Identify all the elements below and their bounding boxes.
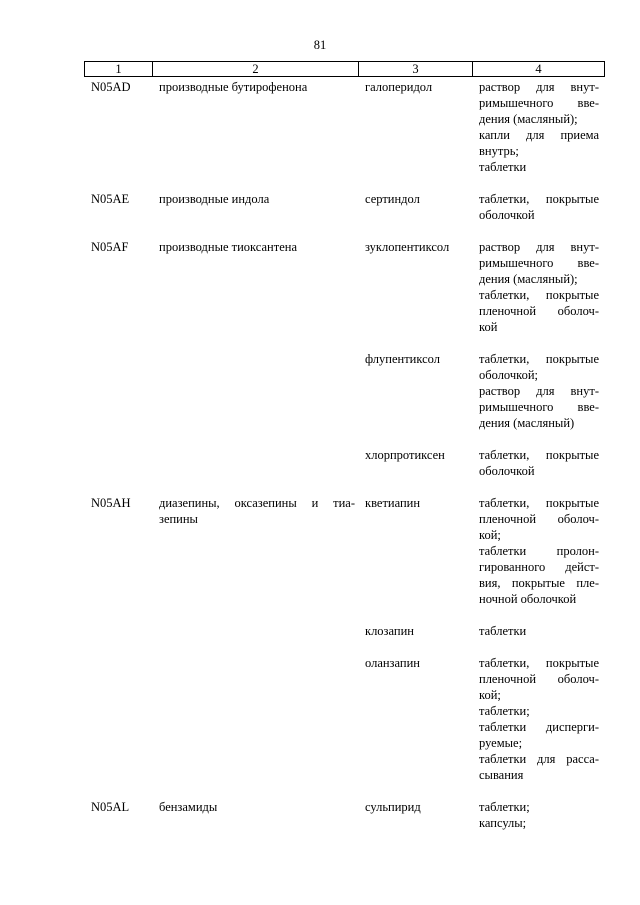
drug-name: кветиапин [365,496,421,510]
dosage-forms [476,495,605,607]
dosage-form-line: раствор для внут- [479,240,599,254]
dosage-form-line: оболочкой [479,464,535,478]
dosage-form-line: раствор для внут- [479,80,599,94]
dosage-form-line: таблетки; [479,800,530,814]
dosage-form-line: таблетки пролон- [479,544,599,558]
substance-group [157,79,363,175]
drug-name: сульпирид [365,800,421,814]
substance-group-line: бензамиды [159,800,218,814]
drug-name: флупентиксол [365,352,440,366]
substance-group [157,447,363,479]
atc-code [84,655,157,783]
dosage-form-line: оболочкой; [479,368,538,382]
atc-code [84,351,157,431]
drug-name: оланзапин [365,656,420,670]
dosage-form-line: таблетки, покрытые [479,192,599,206]
dosage-form-line: римышечного вве- [479,96,599,110]
table-row [84,239,605,335]
dosage-form-line: таблетки, покрытые [479,496,599,510]
dosage-form-line: таблетки; [479,704,530,718]
dosage-forms [476,79,605,175]
dosage-form-line: внутрь; [479,144,519,158]
table-row [84,351,605,431]
atc-code: N05AD [91,80,131,94]
header-col-1: 1 [115,62,122,76]
substance-group-line: зепины [159,512,198,526]
atc-code [84,623,157,639]
substance-group-line: производные индола [159,192,270,206]
dosage-form-line: дения (масляный); [479,272,578,286]
header-col-2: 2 [152,62,358,76]
drug-name: галоперидол [365,80,433,94]
dosage-form-line: оболочкой [479,208,535,222]
table-row [84,495,605,607]
substance-group [157,623,363,639]
drug-name: сертиндол [365,192,420,206]
table-row [84,191,605,223]
dosage-form-line: руемые; [479,736,523,750]
dosage-form-line: таблетки, покрытые [479,352,599,366]
substance-group [157,799,363,831]
drug-name: хлорпротиксен [365,448,445,462]
dosage-forms [476,799,605,831]
dosage-forms [476,239,605,335]
dosage-form-line: раствор для внут- [479,384,599,398]
table-row [84,655,605,783]
dosage-form-line: пленочной оболоч- [479,672,599,686]
drug-name: зуклопентиксол [365,240,450,254]
dosage-form-line: дения (масляный) [479,416,575,430]
dosage-form-line: таблетки, покрытые [479,288,599,302]
atc-code: N05AL [91,800,130,814]
dosage-form-line: таблетки [479,160,527,174]
substance-group-line: диазепины, оксазепины и тиа- [159,496,355,510]
substance-group-line: производные бутирофенона [159,80,308,94]
dosage-form-line: кой [479,320,498,334]
dosage-form-line: сывания [479,768,524,782]
substance-group-line: производные тиоксантена [159,240,297,254]
dosage-forms [476,623,605,639]
dosage-form-line: таблетки, покрытые [479,448,599,462]
page-number: 81 [313,38,327,52]
table-header [84,61,605,77]
dosage-form-line: пленочной оболоч- [479,304,599,318]
dosage-form-line: кой; [479,688,501,702]
dosage-form-line: таблетки для расса- [479,752,599,766]
substance-group [157,495,363,607]
atc-code: N05AE [91,192,130,206]
dosage-form-line: римышечного вве- [479,256,599,270]
table-row [84,623,605,639]
drug-name: клозапин [365,624,414,638]
substance-group [157,239,363,335]
dosage-form-line: гированного дейст- [479,560,599,574]
dosage-forms [476,351,605,431]
dosage-form-line: таблетки [479,624,527,638]
dosage-form-line: кой; [479,528,501,542]
substance-group [157,655,363,783]
dosage-form-line: ночной оболочкой [479,592,577,606]
dosage-form-line: таблетки дисперги- [479,720,599,734]
dosage-forms [476,447,605,479]
substance-group [157,351,363,431]
table-row [84,799,605,831]
table-row [84,79,605,175]
dosage-forms [476,191,605,223]
dosage-form-line: пленочной оболоч- [479,512,599,526]
dosage-form-line: вия, покрытые пле- [479,576,599,590]
table-row [84,447,605,479]
dosage-form-line: римышечного вве- [479,400,599,414]
atc-code: N05AH [91,496,131,510]
atc-code: N05AF [91,240,129,254]
atc-code [84,447,157,479]
dosage-forms [476,655,605,783]
dosage-form-line: дения (масляный); [479,112,578,126]
substance-group [157,191,363,223]
header-col-4: 4 [472,62,604,76]
dosage-form-line: таблетки, покрытые [479,656,599,670]
dosage-form-line: капли для приема [479,128,599,142]
header-col-3: 3 [358,62,472,76]
dosage-form-line: капсулы; [479,816,527,830]
